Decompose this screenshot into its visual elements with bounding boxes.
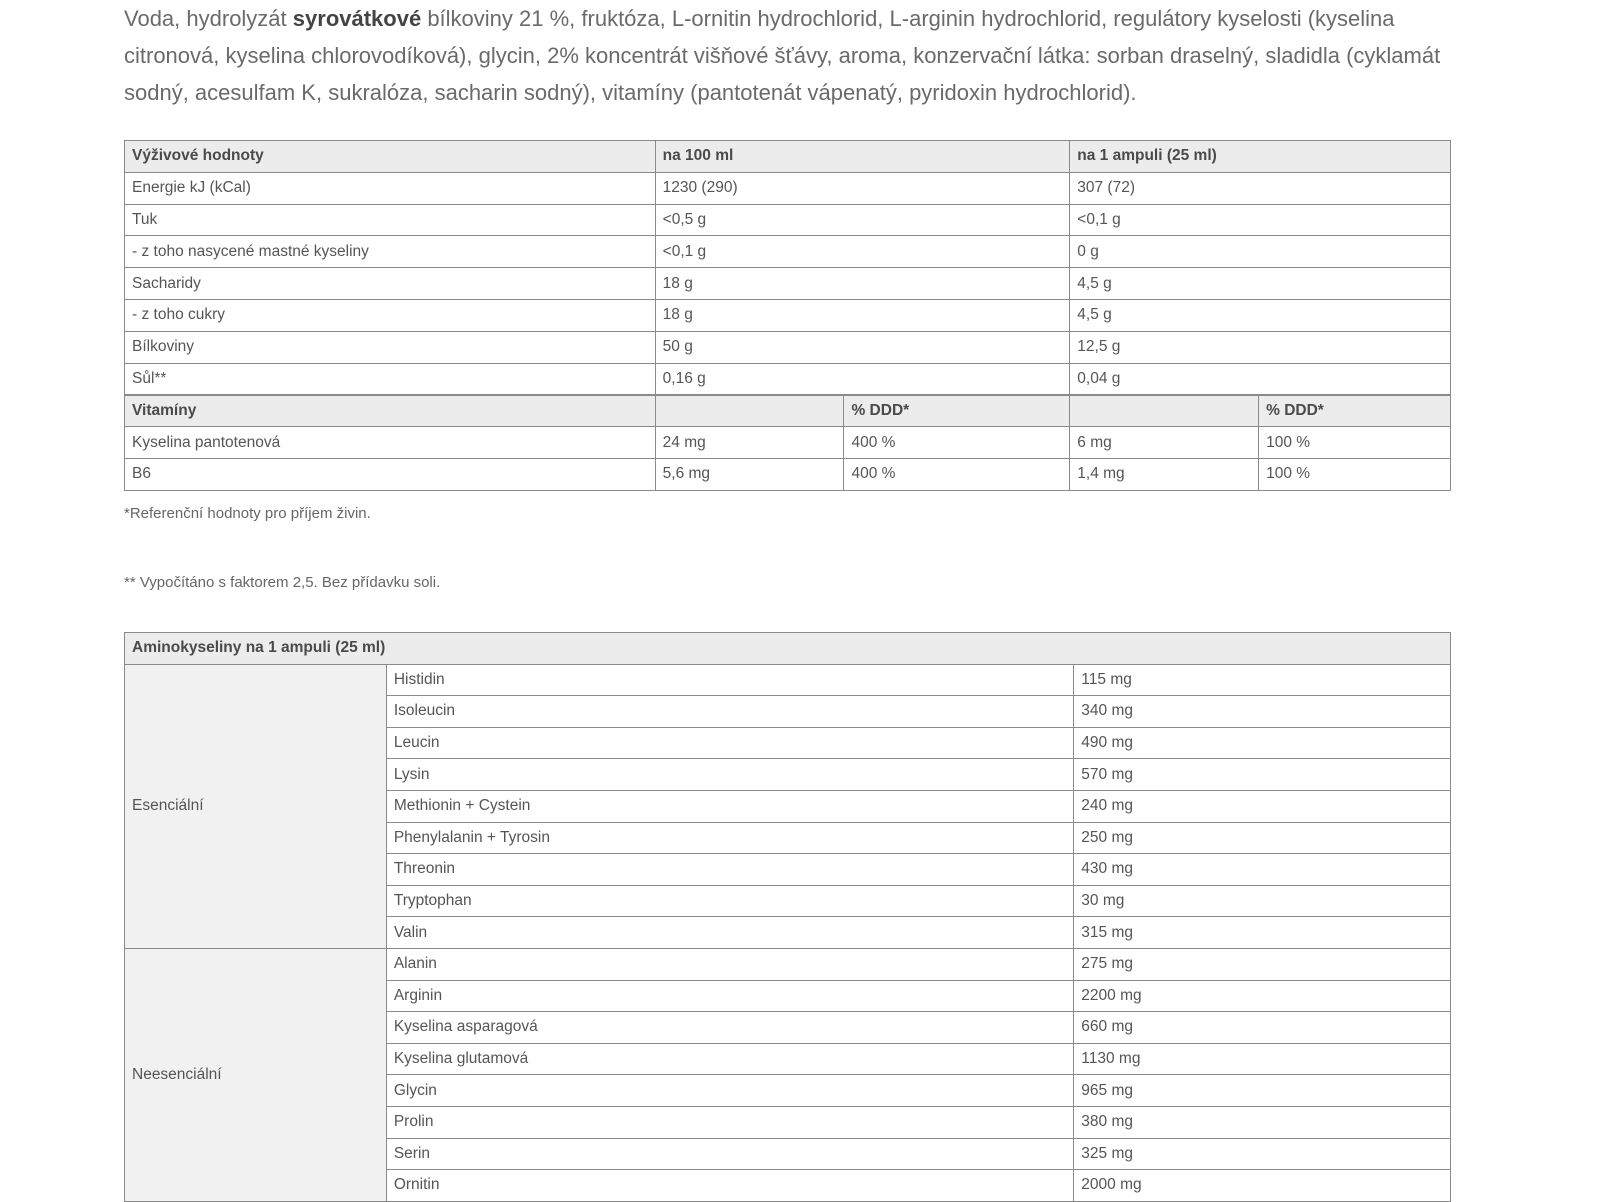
vitamins-header-ddd-ampoule: % DDD* <box>1259 395 1451 427</box>
nutrient-value-100ml: 1230 (290) <box>655 172 1070 204</box>
amino-acid-name: Serin <box>386 1138 1073 1170</box>
vitamin-amount-ampoule: 1,4 mg <box>1070 458 1259 490</box>
amino-acid-amount: 325 mg <box>1074 1138 1451 1170</box>
amino-acid-amount: 250 mg <box>1074 822 1451 854</box>
vitamins-header-row <box>125 395 1451 427</box>
amino-acid-amount: 340 mg <box>1074 696 1451 728</box>
amino-acid-name: Valin <box>386 917 1073 949</box>
nutrition-row <box>125 268 1451 300</box>
vitamin-name: Kyselina pantotenová <box>125 427 656 459</box>
amino-acid-name: Kyselina asparagová <box>386 1012 1073 1044</box>
nonessential-group-label: Neesenciální <box>125 948 387 1201</box>
ingredients-text-rest: bílkoviny 21 %, fruktóza, L-ornitin hydrochlorid, L-arginin hydrochlorid, regulátory kyselosti (kyselina citronová, kyselina chlorovodíková), glycin, 2% koncentrát višňové šťávy, aroma, konzervační látka: sorban draselný, sladidla (cyklamát sodný, acesulfam K, sukralóza, sacharin sodný), vitamíny (pantotenát vápenatý, pyridoxin hydrochlorid). <box>124 6 1441 105</box>
salt-note: ** Vypočítáno s faktorem 2,5. Bez přídavku soli. <box>124 574 441 591</box>
nutrition-header-label: Výživové hodnoty <box>125 141 656 173</box>
vitamins-header-ddd-100ml: % DDD* <box>844 395 1070 427</box>
amino-acid-name: Kyselina glutamová <box>386 1043 1073 1075</box>
amino-acid-row <box>125 664 1451 696</box>
ingredients-bold-word: syrovátkové <box>292 6 422 31</box>
amino-acid-name: Ornitin <box>386 1170 1073 1202</box>
amino-header: Aminokyseliny na 1 ampuli (25 ml) <box>125 633 1451 665</box>
nutrient-value-100ml: <0,5 g <box>655 204 1070 236</box>
amino-acid-amount: 965 mg <box>1074 1075 1451 1107</box>
nutrient-value-ampoule: 0 g <box>1070 236 1451 268</box>
reference-note: *Referenční hodnoty pro příjem živin. <box>124 505 371 522</box>
nutrition-row <box>125 331 1451 363</box>
nutrient-value-ampoule: 4,5 g <box>1070 268 1451 300</box>
nutrition-row <box>125 299 1451 331</box>
amino-acid-name: Leucin <box>386 727 1073 759</box>
nutrient-value-ampoule: 4,5 g <box>1070 299 1451 331</box>
nutrient-name: - z toho cukry <box>125 299 656 331</box>
amino-acid-name: Lysin <box>386 759 1073 791</box>
amino-acid-name: Phenylalanin + Tyrosin <box>386 822 1073 854</box>
amino-acid-amount: 490 mg <box>1074 727 1451 759</box>
essential-group-label: Esenciální <box>125 664 387 948</box>
vitamin-amount-100ml: 5,6 mg <box>655 458 844 490</box>
nutrient-name: Energie kJ (kCal) <box>125 172 656 204</box>
vitamin-ddd-100ml: 400 % <box>844 427 1070 459</box>
nutrient-value-ampoule: 12,5 g <box>1070 331 1451 363</box>
nutrient-value-100ml: 18 g <box>655 268 1070 300</box>
nutrient-value-ampoule: <0,1 g <box>1070 204 1451 236</box>
nutrient-name: Bílkoviny <box>125 331 656 363</box>
amino-header-row <box>125 633 1451 665</box>
nutrient-value-100ml: 50 g <box>655 331 1070 363</box>
vitamins-header-label: Vitamíny <box>125 395 656 427</box>
ingredients-text <box>124 0 1464 111</box>
amino-acid-name: Threonin <box>386 854 1073 886</box>
nutrient-value-ampoule: 307 (72) <box>1070 172 1451 204</box>
nutrient-value-100ml: 18 g <box>655 299 1070 331</box>
vitamin-name: B6 <box>125 458 656 490</box>
vitamin-row <box>125 458 1451 490</box>
nutrition-header-per-100ml: na 100 ml <box>655 141 1070 173</box>
vitamins-header-blank <box>1070 395 1259 427</box>
nutrition-table <box>124 140 1451 491</box>
amino-acids-table <box>124 632 1451 1202</box>
amino-acid-amount: 660 mg <box>1074 1012 1451 1044</box>
amino-acid-amount: 380 mg <box>1074 1106 1451 1138</box>
amino-acid-amount: 570 mg <box>1074 759 1451 791</box>
nutrient-name: Sůl** <box>125 363 656 395</box>
amino-acid-name: Methionin + Cystein <box>386 790 1073 822</box>
amino-acid-name: Alanin <box>386 948 1073 980</box>
vitamin-amount-ampoule: 6 mg <box>1070 427 1259 459</box>
vitamins-header-blank <box>655 395 844 427</box>
nutrient-name: Tuk <box>125 204 656 236</box>
amino-acid-amount: 30 mg <box>1074 885 1451 917</box>
vitamin-ddd-100ml: 400 % <box>844 458 1070 490</box>
amino-acid-amount: 2200 mg <box>1074 980 1451 1012</box>
vitamin-ddd-ampoule: 100 % <box>1259 458 1451 490</box>
nutrition-header-row <box>125 141 1451 173</box>
nutrient-value-100ml: 0,16 g <box>655 363 1070 395</box>
amino-acid-name: Isoleucin <box>386 696 1073 728</box>
vitamin-row <box>125 427 1451 459</box>
nutrition-header-per-ampoule: na 1 ampuli (25 ml) <box>1070 141 1451 173</box>
amino-acid-amount: 2000 mg <box>1074 1170 1451 1202</box>
amino-acid-amount: 315 mg <box>1074 917 1451 949</box>
nutrition-row <box>125 236 1451 268</box>
nutrient-name: - z toho nasycené mastné kyseliny <box>125 236 656 268</box>
amino-acid-amount: 430 mg <box>1074 854 1451 886</box>
nutrient-value-ampoule: 0,04 g <box>1070 363 1451 395</box>
nutrition-row <box>125 172 1451 204</box>
amino-acid-amount: 275 mg <box>1074 948 1451 980</box>
nutrition-row <box>125 363 1451 395</box>
amino-acid-amount: 1130 mg <box>1074 1043 1451 1075</box>
nutrition-row <box>125 204 1451 236</box>
amino-acid-name: Histidin <box>386 664 1073 696</box>
amino-acid-name: Prolin <box>386 1106 1073 1138</box>
nutrient-value-100ml: <0,1 g <box>655 236 1070 268</box>
nutrient-name: Sacharidy <box>125 268 656 300</box>
ingredients-text-start: Voda, hydrolyzát <box>124 6 293 31</box>
amino-acid-name: Glycin <box>386 1075 1073 1107</box>
amino-acid-amount: 240 mg <box>1074 790 1451 822</box>
amino-acid-name: Arginin <box>386 980 1073 1012</box>
amino-acid-name: Tryptophan <box>386 885 1073 917</box>
amino-acid-amount: 115 mg <box>1074 664 1451 696</box>
amino-acid-row <box>125 948 1451 980</box>
vitamin-amount-100ml: 24 mg <box>655 427 844 459</box>
vitamin-ddd-ampoule: 100 % <box>1259 427 1451 459</box>
